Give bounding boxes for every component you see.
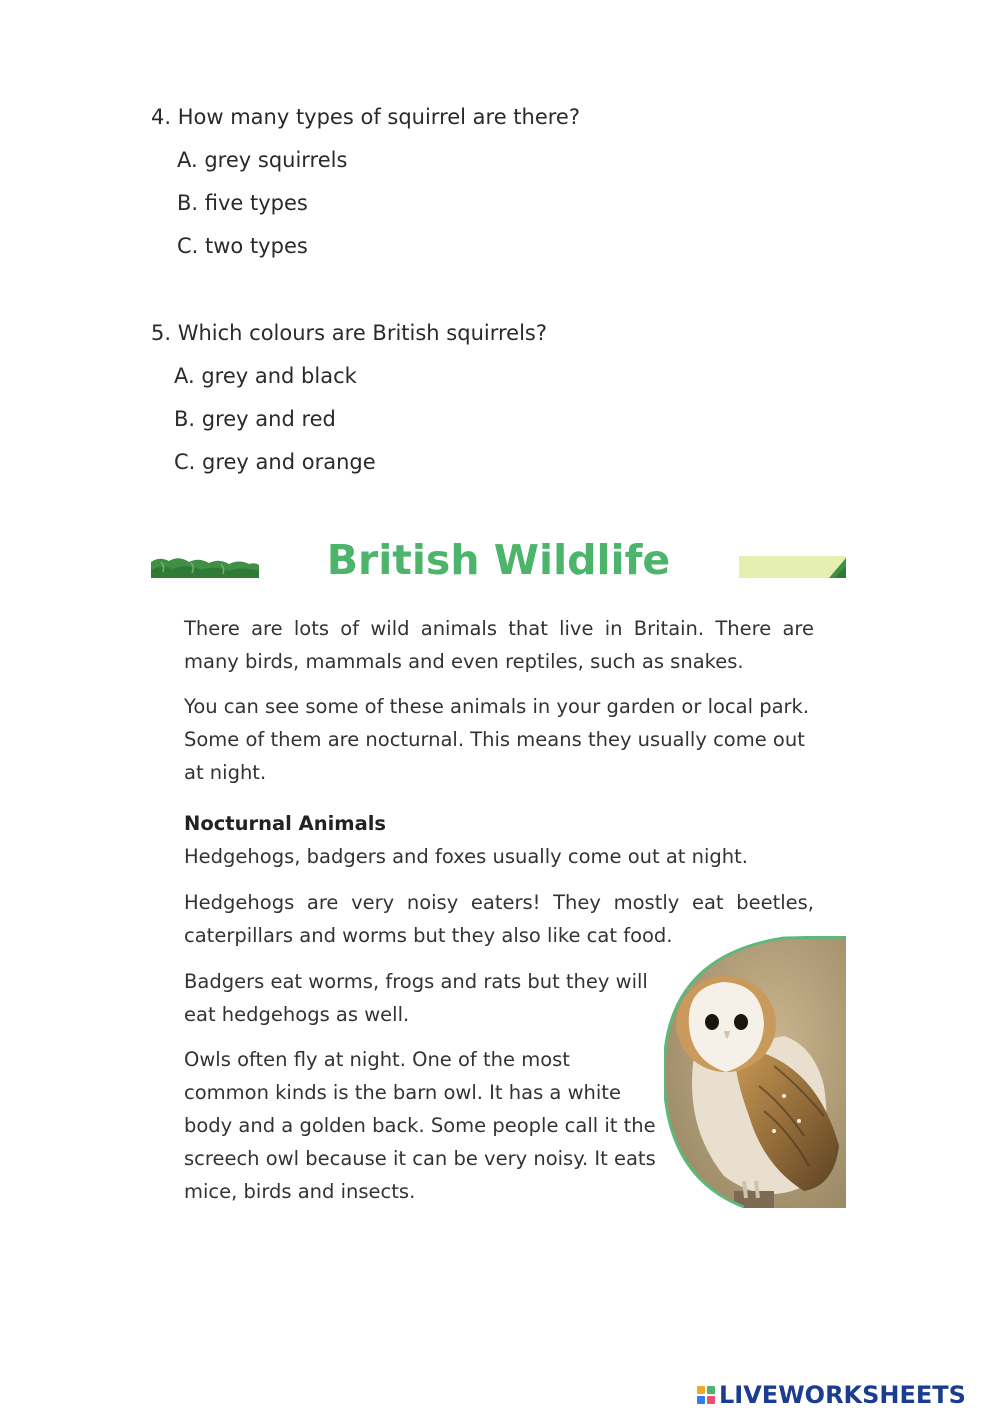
section-heading: Nocturnal Animals xyxy=(184,812,387,835)
grass-strip-icon xyxy=(739,552,846,578)
nocturnal-paragraph-3: Badgers eat worms, frogs and rats but they will eat hedgehogs as well. xyxy=(184,970,648,1026)
question-4-option-c[interactable]: C. two types xyxy=(177,234,308,258)
question-5 xyxy=(151,318,547,477)
barn-owl-photo xyxy=(664,936,846,1208)
nocturnal-paragraph-4: Owls often fly at night. One of the most common kinds is the barn owl. It has a white body and a golden back. Some people call it the screech owl because it can be very noisy. It eats mice, birds and insects. xyxy=(184,1048,656,1203)
question-4 xyxy=(151,102,580,261)
question-5-option-c[interactable]: C. grey and orange xyxy=(174,450,376,474)
article-paragraph-1: There are lots of wild animals that live in Britain. There are many birds, mammals and even reptiles, such as snakes. xyxy=(184,617,814,673)
article-banner xyxy=(151,532,846,592)
question-4-option-a[interactable]: A. grey squirrels xyxy=(177,148,348,172)
logo-text: LIVEWORKSHEETS xyxy=(719,1381,966,1409)
article-paragraph-2: You can see some of these animals in your garden or local park. Some of them are nocturnal. This means they usually come out at night. xyxy=(184,695,810,784)
nocturnal-paragraph-1: Hedgehogs, badgers and foxes usually come out at night. xyxy=(184,845,748,868)
liveworksheets-logo xyxy=(697,1380,966,1410)
question-4-text: 4. How many types of squirrel are there? xyxy=(151,105,581,129)
question-5-option-a[interactable]: A. grey and black xyxy=(174,364,357,388)
article-title: British Wildlife xyxy=(326,536,671,584)
logo-mark-icon xyxy=(697,1386,715,1404)
nocturnal-paragraph-2: Hedgehogs are very noisy eaters! They mostly eat beetles, caterpillars and worms but they also like cat food. xyxy=(184,891,814,947)
question-5-option-b[interactable]: B. grey and red xyxy=(174,407,336,431)
question-5-text: 5. Which colours are British squirrels? xyxy=(151,321,547,345)
question-4-option-b[interactable]: B. five types xyxy=(177,191,308,215)
